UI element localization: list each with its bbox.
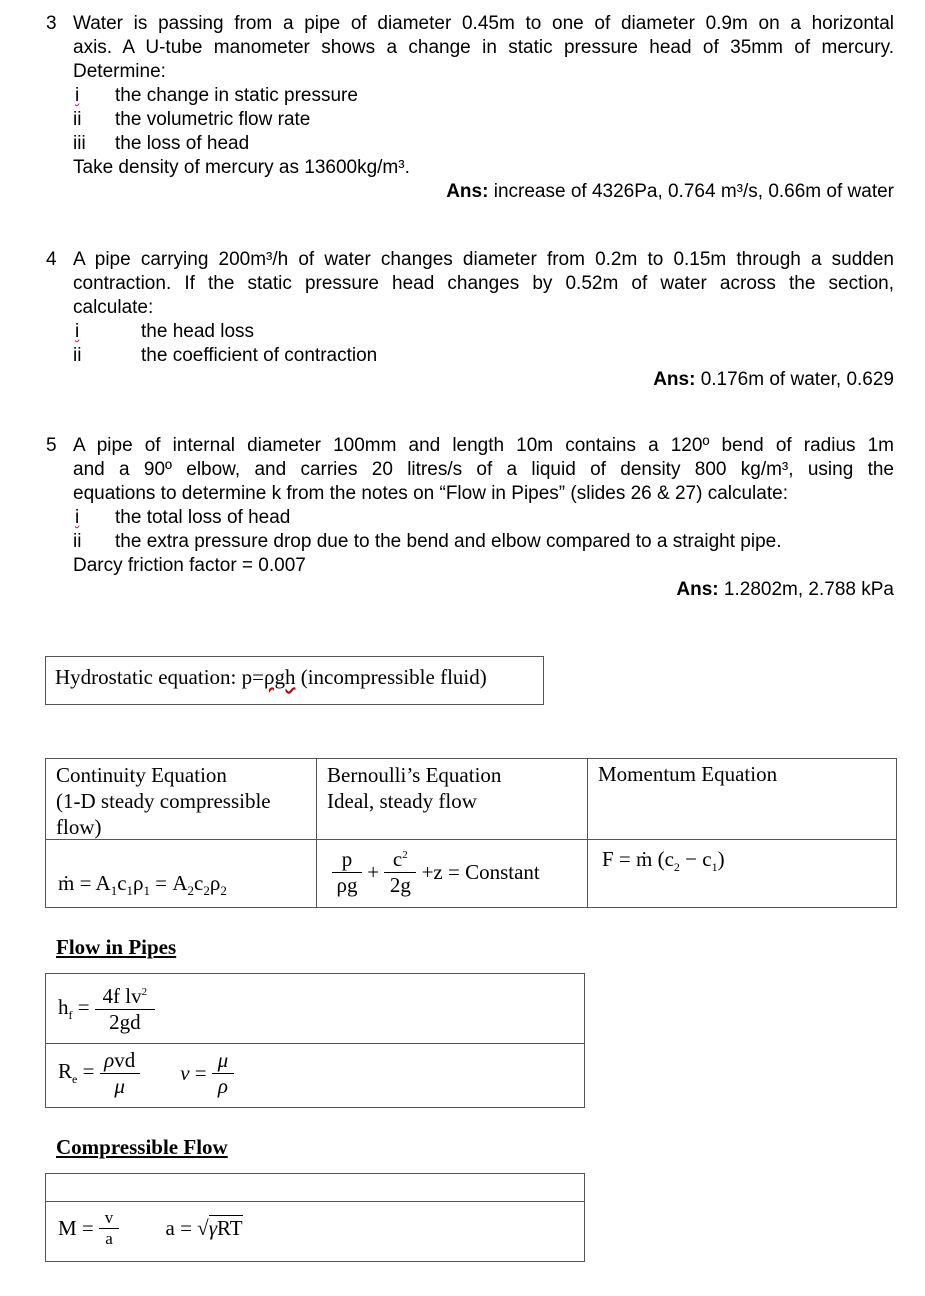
sub-item [73, 320, 894, 344]
sub-item-text: the change in static pressure [115, 85, 358, 106]
equations-table [45, 758, 897, 908]
answer-line [73, 578, 894, 602]
question-text-line: and a 90º elbow, and carries 20 litres/s of a liquid of density 800 kg/m³, using the [73, 459, 894, 480]
sub-item-number: i [75, 321, 80, 342]
sub-item [73, 344, 894, 368]
sub-item [73, 506, 894, 530]
hydrostatic-box [45, 656, 544, 705]
sub-item-text: the extra pressure drop due to the bend and elbow compared to a straight pipe. [115, 531, 782, 552]
bernoulli-formula: $\frac{p}{\rho g}$ + $\frac{c^2}{2g}$ +z = Constant [332, 847, 540, 898]
compressible-flow-heading: Compressible Flow [56, 1135, 228, 1159]
sub-item [73, 108, 894, 132]
answer-label: Ans: [653, 369, 696, 390]
answer-text: increase of 4326Pa, 0.764 m³/s, 0.66m of water [493, 181, 894, 202]
bernoulli-rhs: +z = Constant [421, 860, 540, 884]
question-text-line: Water is passing from a pipe of diameter 0.45m to one of diameter 0.9m on a horizontal [73, 13, 894, 34]
sub-item-text: the loss of head [115, 133, 250, 154]
continuity-title: Continuity Equation [56, 763, 227, 787]
sub-item [73, 530, 894, 554]
continuity-subtitle: (1-D steady compressible [56, 789, 271, 813]
sub-item-number: i [75, 507, 80, 528]
head-loss-formula: $h_f$ = $\frac{4f lv^2}{2gd}$ [58, 984, 155, 1035]
answer-line [73, 368, 894, 392]
hydrostatic-label: Hydrostatic equation: p= [55, 665, 264, 689]
table-divider [587, 759, 588, 907]
hydrostatic-formula: ρgh [263, 665, 296, 689]
momentum-header [598, 762, 777, 787]
question-text-line: A pipe of internal diameter 100mm and length 10m contains a 120º bend of radius 1m [73, 435, 894, 456]
question-number: 3 [46, 13, 57, 34]
question-text-line: A pipe carrying 200m³/h of water changes diameter from 0.2m to 0.15m through a sudden [73, 249, 894, 270]
sub-item [73, 132, 894, 156]
sub-item-number: i [75, 85, 80, 106]
continuity-subtitle: flow) [56, 815, 102, 839]
question-text-line: axis. A U-tube manometer shows a change in static pressure head of 35mm of mercury. [73, 37, 894, 58]
compressible-flow-table [45, 1173, 585, 1262]
question-text-line: equations to determine k from the notes on “Flow in Pipes” (slides 26 & 27) calculate: [73, 483, 788, 504]
answer-label: Ans: [446, 181, 489, 202]
sub-item-number: ii [73, 531, 82, 552]
continuity-formula: ṁ = $A_1c_1\rho_1 = A_2c_2\rho_2$ [58, 871, 227, 899]
bernoulli-title: Bernoulli’s Equation [327, 763, 502, 787]
answer-text: 1.2802m, 2.788 kPa [723, 579, 894, 600]
sub-item-number: ii [73, 345, 82, 366]
flow-in-pipes-table [45, 973, 585, 1108]
continuity-header [56, 762, 271, 840]
sub-item-text: the coefficient of contraction [141, 345, 378, 366]
sub-item-text: the volumetric flow rate [115, 109, 311, 130]
bernoulli-subtitle: Ideal, steady flow [327, 789, 477, 813]
table-divider [46, 1201, 584, 1202]
hydrostatic-equation [55, 665, 487, 690]
hydrostatic-suffix: (incompressible fluid) [295, 665, 487, 689]
answer-label: Ans: [676, 579, 719, 600]
sub-item-number: iii [73, 133, 86, 154]
sub-item-text: the head loss [141, 321, 255, 342]
answer-line [73, 180, 894, 204]
momentum-title: Momentum Equation [598, 762, 778, 786]
question-note: Darcy friction factor = 0.007 [73, 555, 306, 576]
bernoulli-header [327, 762, 501, 814]
question-text-line: calculate: [73, 297, 154, 318]
question-text-line: contraction. If the static pressure head changes by 0.52m of water across the section, [73, 273, 894, 294]
question-number: 4 [46, 249, 57, 270]
table-divider [316, 759, 317, 907]
answer-text: 0.176m of water, 0.629 [700, 369, 894, 390]
sub-item-number: ii [73, 109, 82, 130]
question-number: 5 [46, 435, 57, 456]
momentum-formula: F = ṁ $(c_2 - c_1)$ [602, 847, 725, 875]
flow-in-pipes-heading: Flow in Pipes [56, 935, 177, 959]
sub-item-text: the total loss of head [115, 507, 291, 528]
sub-item [73, 84, 894, 108]
mach-formula: M = $\frac{v}{a}$ a = √γRT [58, 1208, 243, 1248]
reynolds-formula: $R_e$ = $\frac{\text{ρvd}}{\mu}$ ν = $\frac{\mu}{\rho}$ [58, 1048, 234, 1099]
question-text-line: Determine: [73, 61, 166, 82]
table-divider [46, 1043, 584, 1044]
question-note: Take density of mercury as 13600kg/m³. [73, 157, 410, 178]
